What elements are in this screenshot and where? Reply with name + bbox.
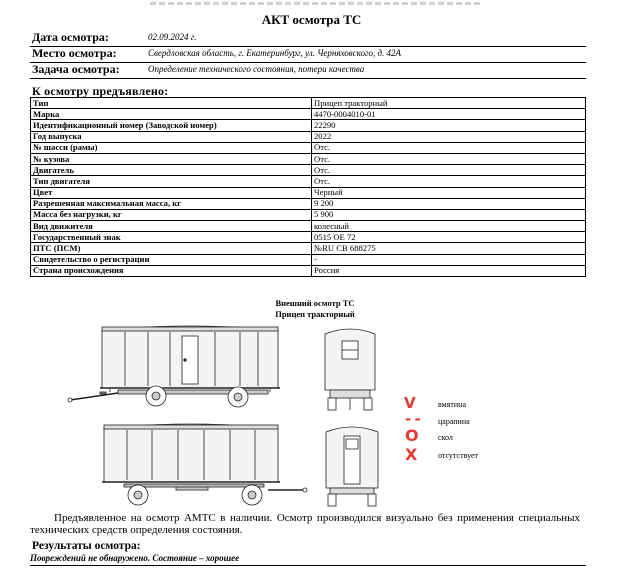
spec-key: Разрешенная максимальная масса, кг xyxy=(31,198,312,209)
diagram-title-line1: Внешний осмотр ТС xyxy=(275,298,355,308)
spec-key: Тип xyxy=(31,98,312,109)
spec-value: 4470-0004010-01 xyxy=(312,109,586,120)
date-value: 02.09.2024 г. xyxy=(148,32,197,42)
spec-key: Марка xyxy=(31,109,312,120)
spec-value: Прицеп тракторный xyxy=(312,98,586,109)
spec-key: Масса без нагрузки, кг xyxy=(31,209,312,220)
spec-value: Отс. xyxy=(312,165,586,176)
spec-value: 2022 xyxy=(312,131,586,142)
spec-key: Год выпуска xyxy=(31,131,312,142)
legend-dent-mark: V xyxy=(404,394,416,412)
spec-value: 22290 xyxy=(312,120,586,131)
spec-value: Отс. xyxy=(312,142,586,153)
place-label: Место осмотра: xyxy=(32,46,117,60)
spec-value: - xyxy=(312,254,586,265)
results-conclusion: Повреждений не обнаружено. Состояние – хорошее xyxy=(30,553,586,566)
spec-value: Черный xyxy=(312,187,586,198)
spec-value: 5 900 xyxy=(312,209,586,220)
legend-missing-label: отсутствует xyxy=(438,451,479,460)
spec-key: Цвет xyxy=(31,187,312,198)
spec-value: 0515 ОЕ 72 xyxy=(312,232,586,243)
spec-key: Тип двигателя xyxy=(31,176,312,187)
spec-key: Государственный знак xyxy=(31,232,312,243)
legend-missing-mark: X xyxy=(405,445,418,464)
place-value: Свердловская область, г. Екатеринбург, ул. Черняховского, д. 42А xyxy=(148,48,402,58)
legend-dent-label: вмятина xyxy=(438,400,466,409)
document-title: АКТ осмотра ТС xyxy=(261,12,362,27)
inspection-paragraph xyxy=(30,512,580,536)
diagram-title-line2: Прицеп тракторный xyxy=(275,309,355,319)
presented-heading: К осмотру предъявлено: xyxy=(32,84,169,98)
trailer-front-view xyxy=(325,329,375,410)
spec-key: Идентификационный номер (Заводской номер) xyxy=(31,120,312,131)
date-label: Дата осмотра: xyxy=(32,30,109,44)
legend-chip-label: скол xyxy=(438,433,453,442)
legend-scratch-mark: - - xyxy=(405,410,420,428)
spec-value: Россия xyxy=(312,265,586,276)
spec-value: колесный xyxy=(312,221,586,232)
spec-key: Страна происхождения xyxy=(31,265,312,276)
spec-value: №RU СВ 688275 xyxy=(312,243,586,254)
trailer-side-view-bottom xyxy=(102,424,307,505)
legend-scratch-label: царапина xyxy=(438,417,470,426)
results-label: Результаты осмотра: xyxy=(32,540,141,552)
task-label: Задача осмотра: xyxy=(32,62,120,76)
trailer-side-view-top xyxy=(68,326,280,407)
legend-chip-mark: O xyxy=(405,426,419,445)
inspection-paragraph-text: Предъявленное на осмотр АМТС в наличии. Осмотр производился визуально без применения специальных технических средств определения состояния. xyxy=(30,512,580,536)
spec-key: № шасси (рамы) xyxy=(31,142,312,153)
trailer-rear-view xyxy=(326,427,378,506)
spec-value: Отс. xyxy=(312,153,586,164)
spec-value: Отс. xyxy=(312,176,586,187)
spec-key: Двигатель xyxy=(31,165,312,176)
task-value: Определение технического состояния, потери качества xyxy=(148,64,365,74)
spec-key: Вид движителя xyxy=(31,221,312,232)
spec-value: 9 200 xyxy=(312,198,586,209)
spec-key: № кузова xyxy=(31,153,312,164)
spec-key: Свидетельство о регистрации xyxy=(31,254,312,265)
spec-key: ПТС (ПСМ) xyxy=(31,243,312,254)
